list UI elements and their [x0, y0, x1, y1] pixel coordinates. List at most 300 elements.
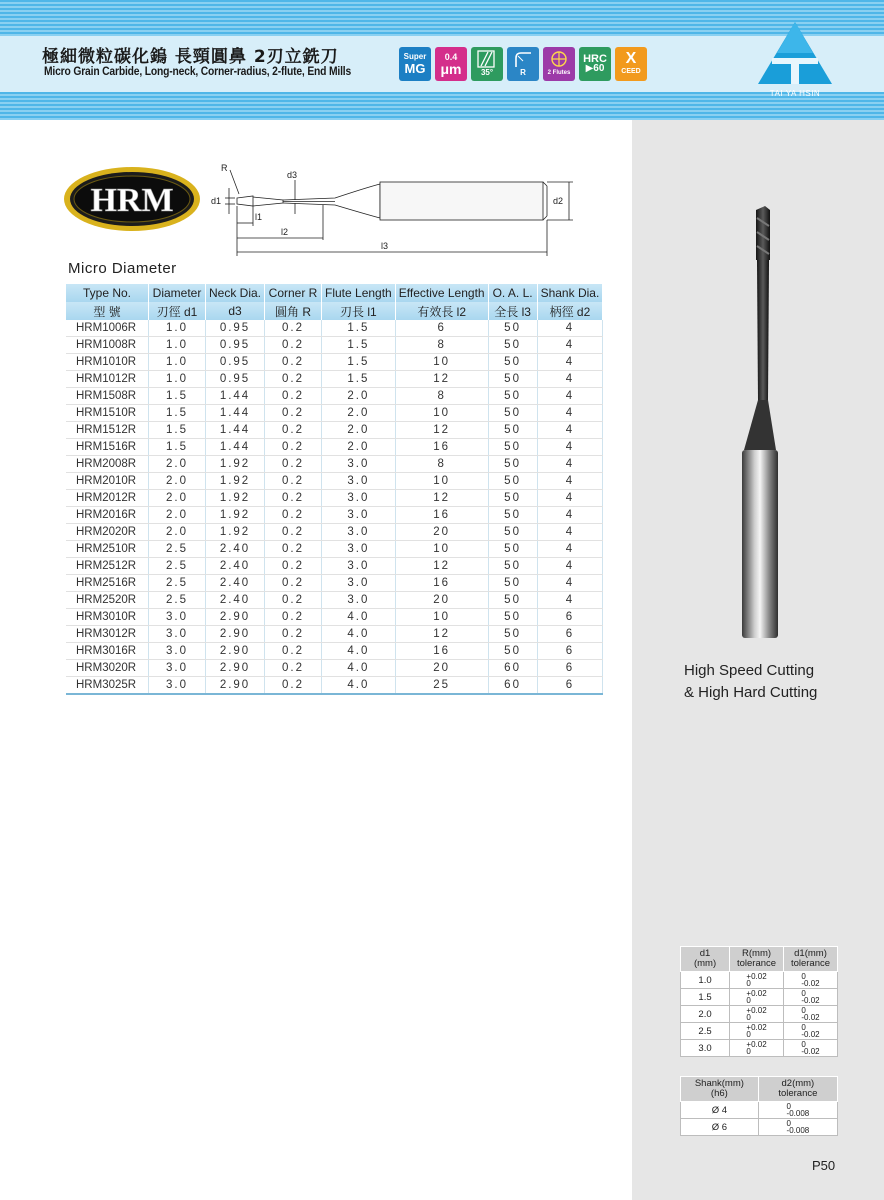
- badge-label-bottom: 2 Flutes: [547, 70, 571, 76]
- table-cell: HRM2012R: [66, 490, 149, 507]
- header-line: (h6): [710, 1088, 728, 1099]
- table-cell: 3.0: [149, 660, 206, 677]
- diagram-label-d2: d2: [553, 196, 564, 206]
- badge-label-bottom: R: [520, 68, 526, 77]
- table-cell: 50: [488, 337, 537, 354]
- header-type-no: Type No.: [66, 284, 149, 302]
- table-row: [66, 660, 603, 677]
- badge-label-top: Super: [403, 52, 427, 61]
- table-cell: 2.0: [149, 473, 206, 490]
- hrm-logo-text: HRM: [90, 182, 174, 219]
- spec-header-row-en: [66, 284, 603, 302]
- table-row: [66, 507, 603, 524]
- table-cell: HRM2010R: [66, 473, 149, 490]
- table-cell: 3.0: [322, 541, 396, 558]
- diagram-label-l2: l2: [281, 227, 289, 237]
- table-cell: 0.2: [265, 490, 322, 507]
- table-cell: 3.0: [149, 626, 206, 643]
- header-diameter: Diameter: [149, 284, 206, 302]
- header-line: R(mm): [742, 948, 772, 959]
- badge-label-bottom: MG: [404, 61, 426, 76]
- shank-value: Ø 4: [681, 1102, 759, 1119]
- header-line: tolerance: [778, 1088, 818, 1099]
- end-mill-photo: [736, 200, 796, 642]
- tolerance-row: [681, 1040, 838, 1057]
- table-cell: 50: [488, 473, 537, 490]
- table-cell: 3.0: [322, 558, 396, 575]
- table-cell: 0.95: [206, 337, 265, 354]
- upper-limit: 0: [786, 1102, 791, 1111]
- table-cell: 4.0: [322, 643, 396, 660]
- lower-limit: -0.02: [801, 996, 820, 1005]
- table-row: [66, 320, 603, 337]
- table-cell: HRM1012R: [66, 371, 149, 388]
- table-cell: 0.2: [265, 320, 322, 337]
- table-cell: 50: [488, 422, 537, 439]
- header-corner-r: Corner R: [265, 284, 322, 302]
- header-effective-length: Effective Length: [395, 284, 488, 302]
- hrc-60-badge: [579, 47, 611, 81]
- table-cell: 1.5: [322, 371, 396, 388]
- table-cell: 10: [395, 609, 488, 626]
- table-cell: 50: [488, 643, 537, 660]
- table-cell: 50: [488, 388, 537, 405]
- badge-label-top: HRC: [583, 53, 607, 65]
- badge-label-bottom: μm: [440, 60, 462, 77]
- helix-icon: [476, 50, 498, 68]
- table-cell: 0.2: [265, 354, 322, 371]
- table-cell: HRM2008R: [66, 456, 149, 473]
- grain-size-badge: [435, 47, 467, 81]
- table-cell: 12: [395, 626, 488, 643]
- lower-limit: -0.008: [786, 1109, 810, 1118]
- table-cell: 1.44: [206, 422, 265, 439]
- table-cell: 2.5: [149, 592, 206, 609]
- table-cell: 0.95: [206, 371, 265, 388]
- d1-tolerance-value: [784, 1006, 838, 1023]
- table-cell: 0.2: [265, 660, 322, 677]
- table-cell: 50: [488, 507, 537, 524]
- table-cell: 1.92: [206, 473, 265, 490]
- table-cell: 1.92: [206, 507, 265, 524]
- table-cell: 4: [537, 575, 603, 592]
- table-cell: 12: [395, 422, 488, 439]
- table-cell: HRM2516R: [66, 575, 149, 592]
- header-line: Shank(mm): [694, 1078, 744, 1089]
- table-cell: 4.0: [322, 609, 396, 626]
- tolerance-row: [681, 1023, 838, 1040]
- shank-value: Ø 6: [681, 1119, 759, 1136]
- tolerance-row: [681, 989, 838, 1006]
- table-cell: 2.40: [206, 558, 265, 575]
- table-cell: 50: [488, 575, 537, 592]
- d1-value: 1.0: [681, 972, 730, 989]
- badge-label-top: 0.4: [444, 51, 458, 62]
- table-row: [66, 371, 603, 388]
- d1-value: 2.0: [681, 1006, 730, 1023]
- table-cell: 6: [537, 660, 603, 677]
- table-cell: HRM3012R: [66, 626, 149, 643]
- badge-label-bottom: CEED: [621, 68, 641, 75]
- table-cell: 3.0: [322, 456, 396, 473]
- table-cell: 50: [488, 626, 537, 643]
- table-cell: 2.5: [149, 558, 206, 575]
- table-cell: 0.2: [265, 405, 322, 422]
- table-cell: 2.0: [149, 524, 206, 541]
- table-cell: HRM3016R: [66, 643, 149, 660]
- header-line: d1: [699, 948, 711, 959]
- header-d1-tolerance: [784, 947, 838, 972]
- table-cell: 1.0: [149, 371, 206, 388]
- table-cell: 4.0: [322, 626, 396, 643]
- table-cell: 0.2: [265, 558, 322, 575]
- table-row: [66, 422, 603, 439]
- table-row: [66, 677, 603, 695]
- company-name: TAI YA HSIN: [769, 89, 821, 98]
- table-cell: HRM2016R: [66, 507, 149, 524]
- table-cell: 2.40: [206, 541, 265, 558]
- table-cell: 50: [488, 371, 537, 388]
- table-row: [66, 575, 603, 592]
- table-cell: HRM1516R: [66, 439, 149, 456]
- tolerance-row: [681, 972, 838, 989]
- table-cell: HRM1010R: [66, 354, 149, 371]
- table-cell: 1.44: [206, 388, 265, 405]
- table-cell: 4.0: [322, 677, 396, 695]
- table-cell: 4: [537, 592, 603, 609]
- upper-limit: +0.02: [746, 1040, 767, 1049]
- table-cell: HRM3025R: [66, 677, 149, 695]
- table-cell: HRM1008R: [66, 337, 149, 354]
- table-cell: 8: [395, 388, 488, 405]
- table-cell: 50: [488, 320, 537, 337]
- super-mg-badge: [399, 47, 431, 81]
- table-cell: 4: [537, 354, 603, 371]
- table-cell: 12: [395, 558, 488, 575]
- table-cell: 20: [395, 592, 488, 609]
- tolerance-row: [681, 1119, 838, 1136]
- table-cell: 1.0: [149, 320, 206, 337]
- table-cell: 6: [537, 643, 603, 660]
- table-row: [66, 490, 603, 507]
- table-cell: 1.5: [322, 320, 396, 337]
- table-row: [66, 558, 603, 575]
- table-row: [66, 643, 603, 660]
- table-cell: 0.2: [265, 524, 322, 541]
- d1-value: 1.5: [681, 989, 730, 1006]
- table-cell: 1.5: [149, 388, 206, 405]
- table-cell: 10: [395, 541, 488, 558]
- header-flute-length-zh: 刃長 l1: [322, 302, 396, 320]
- table-cell: 16: [395, 575, 488, 592]
- diagram-label-d1: d1: [211, 196, 222, 206]
- lower-limit: 0: [746, 1047, 751, 1056]
- table-cell: HRM2520R: [66, 592, 149, 609]
- table-row: [66, 626, 603, 643]
- table-cell: 0.2: [265, 507, 322, 524]
- table-cell: 2.0: [322, 422, 396, 439]
- page-title-chinese: 極細微粒碳化鎢 長頸圓鼻 2刃立銑刀: [42, 47, 339, 67]
- d1-tolerance-value: [784, 1023, 838, 1040]
- lower-limit: 0: [746, 979, 751, 988]
- tolerance-row: [681, 1102, 838, 1119]
- diagram-label-l3: l3: [381, 241, 389, 251]
- page-title-english: Micro Grain Carbide, Long-neck, Corner-radius, 2-flute, End Mills: [44, 64, 352, 78]
- header-shank-h6: [681, 1077, 759, 1102]
- header-line: d2(mm): [781, 1078, 815, 1089]
- feature-badges: [399, 47, 647, 81]
- table-cell: 50: [488, 524, 537, 541]
- table-cell: 0.2: [265, 575, 322, 592]
- upper-limit: +0.02: [746, 989, 767, 998]
- table-cell: 4: [537, 439, 603, 456]
- table-cell: 1.5: [149, 422, 206, 439]
- table-cell: 2.90: [206, 643, 265, 660]
- table-cell: HRM2510R: [66, 541, 149, 558]
- table-cell: 20: [395, 660, 488, 677]
- d1-tolerance-value: [784, 972, 838, 989]
- table-cell: 4: [537, 456, 603, 473]
- table-cell: 0.2: [265, 626, 322, 643]
- table-row: [66, 456, 603, 473]
- table-cell: 2.5: [149, 575, 206, 592]
- table-cell: 0.95: [206, 320, 265, 337]
- table-cell: 50: [488, 592, 537, 609]
- lower-limit: 0: [746, 996, 751, 1005]
- table-cell: HRM2020R: [66, 524, 149, 541]
- table-cell: 3.0: [149, 677, 206, 695]
- table-cell: 2.90: [206, 609, 265, 626]
- table-cell: 12: [395, 490, 488, 507]
- table-cell: 3.0: [322, 507, 396, 524]
- table-cell: 50: [488, 609, 537, 626]
- table-cell: 16: [395, 439, 488, 456]
- header-r-tolerance: [730, 947, 784, 972]
- table-row: [66, 609, 603, 626]
- lower-limit: -0.02: [801, 979, 820, 988]
- page-number: P50: [812, 1158, 836, 1173]
- table-cell: 20: [395, 524, 488, 541]
- header-neck-dia-zh: d3: [206, 302, 265, 320]
- header-line: tolerance: [736, 958, 777, 969]
- r-tolerance-value: [730, 972, 784, 989]
- header-d1-mm: [681, 947, 730, 972]
- table-cell: 6: [537, 609, 603, 626]
- diagram-label-d3: d3: [287, 170, 298, 180]
- tolerance-row: [681, 1006, 838, 1023]
- upper-limit: 0: [801, 1006, 806, 1015]
- table-cell: 2.90: [206, 660, 265, 677]
- table-cell: 0.2: [265, 677, 322, 695]
- header-effective-length-zh: 有效長 l2: [395, 302, 488, 320]
- table-cell: HRM1510R: [66, 405, 149, 422]
- table-cell: 50: [488, 405, 537, 422]
- upper-limit: 0: [801, 989, 806, 998]
- upper-limit: +0.02: [746, 1023, 767, 1032]
- two-flutes-badge: [543, 47, 575, 81]
- table-cell: 3.0: [322, 592, 396, 609]
- table-cell: 1.5: [322, 337, 396, 354]
- table-cell: 16: [395, 643, 488, 660]
- table-cell: 0.95: [206, 354, 265, 371]
- d1-tolerance-table: [680, 946, 838, 1057]
- table-cell: 1.5: [149, 439, 206, 456]
- table-cell: HRM1512R: [66, 422, 149, 439]
- badge-label-top: X: [625, 50, 637, 67]
- table-cell: 4: [537, 541, 603, 558]
- header-shank-dia-zh: 柄徑 d2: [537, 302, 603, 320]
- table-row: [66, 405, 603, 422]
- table-cell: 4: [537, 524, 603, 541]
- table-cell: 2.0: [322, 439, 396, 456]
- table-cell: 2.40: [206, 592, 265, 609]
- table-row: [66, 541, 603, 558]
- upper-limit: 0: [786, 1119, 791, 1128]
- table-cell: 50: [488, 558, 537, 575]
- table-cell: 10: [395, 354, 488, 371]
- table-cell: 0.2: [265, 592, 322, 609]
- table-cell: 4.0: [322, 660, 396, 677]
- diagram-label-l1: l1: [255, 212, 263, 222]
- table-cell: 2.40: [206, 575, 265, 592]
- header-line: d1(mm): [794, 948, 827, 959]
- table-cell: 6: [537, 626, 603, 643]
- d1-tolerance-value: [784, 989, 838, 1006]
- header-line: tolerance: [790, 958, 831, 969]
- table-cell: 2.5: [149, 541, 206, 558]
- header-oal: O. A. L.: [488, 284, 537, 302]
- table-cell: 6: [537, 677, 603, 695]
- hrm-logo: [62, 165, 202, 233]
- header-type-no-zh: 型 號: [66, 302, 149, 320]
- table-cell: 0.2: [265, 456, 322, 473]
- upper-limit: +0.02: [746, 1006, 767, 1015]
- table-cell: 60: [488, 677, 537, 695]
- table-cell: 3.0: [149, 609, 206, 626]
- table-cell: 0.2: [265, 422, 322, 439]
- table-row: [66, 354, 603, 371]
- corner-radius-badge: [507, 47, 539, 81]
- table-row: [66, 592, 603, 609]
- header-diameter-zh: 刃徑 d1: [149, 302, 206, 320]
- r-tolerance-value: [730, 1040, 784, 1057]
- d2-tolerance-table: [680, 1076, 838, 1136]
- table-cell: HRM3010R: [66, 609, 149, 626]
- table-cell: 6: [395, 320, 488, 337]
- table-cell: 2.90: [206, 626, 265, 643]
- lower-limit: 0: [746, 1030, 751, 1039]
- table-cell: HRM2512R: [66, 558, 149, 575]
- table-cell: 8: [395, 337, 488, 354]
- upper-limit: 0: [801, 1023, 806, 1032]
- table-cell: 1.5: [149, 405, 206, 422]
- upper-limit: 0: [801, 972, 806, 981]
- table-cell: 3.0: [322, 524, 396, 541]
- tool-dimension-diagram: [195, 158, 595, 258]
- helix-angle-badge: [471, 47, 503, 81]
- table-cell: 0.2: [265, 541, 322, 558]
- spec-header-row-zh: [66, 302, 603, 320]
- table-cell: 2.0: [322, 388, 396, 405]
- table-cell: 4: [537, 405, 603, 422]
- feature-line-2: & High Hard Cutting: [684, 684, 818, 701]
- section-title: Micro Diameter: [68, 260, 177, 277]
- xceed-coating-badge: [615, 47, 647, 81]
- table-cell: 4: [537, 388, 603, 405]
- table-cell: 4: [537, 371, 603, 388]
- header-neck-dia: Neck Dia.: [206, 284, 265, 302]
- table-cell: 2.0: [149, 490, 206, 507]
- table-cell: 0.2: [265, 388, 322, 405]
- table-cell: 4: [537, 337, 603, 354]
- table-cell: 4: [537, 473, 603, 490]
- upper-limit: +0.02: [746, 972, 767, 981]
- table-cell: 1.92: [206, 524, 265, 541]
- feature-line-1: High Speed Cutting: [684, 662, 815, 679]
- r-tolerance-value: [730, 1023, 784, 1040]
- table-cell: 25: [395, 677, 488, 695]
- table-cell: 16: [395, 507, 488, 524]
- table-cell: 2.0: [149, 456, 206, 473]
- table-cell: 60: [488, 660, 537, 677]
- corner-radius-icon: [512, 50, 534, 68]
- table-cell: 1.44: [206, 405, 265, 422]
- table-row: [66, 388, 603, 405]
- table-cell: HRM1508R: [66, 388, 149, 405]
- d2-tolerance-value: [758, 1119, 837, 1136]
- table-cell: 1.44: [206, 439, 265, 456]
- table-row: [66, 439, 603, 456]
- table-row: [66, 524, 603, 541]
- table-cell: 4: [537, 422, 603, 439]
- table-cell: 4: [537, 507, 603, 524]
- table-cell: 50: [488, 490, 537, 507]
- header-oal-zh: 全長 l3: [488, 302, 537, 320]
- table-cell: 50: [488, 439, 537, 456]
- table-cell: 1.5: [322, 354, 396, 371]
- spec-table: [66, 284, 603, 695]
- lower-limit: -0.008: [786, 1126, 810, 1135]
- table-cell: 10: [395, 473, 488, 490]
- table-cell: HRM1006R: [66, 320, 149, 337]
- table-cell: 8: [395, 456, 488, 473]
- table-cell: 12: [395, 371, 488, 388]
- table-cell: 50: [488, 541, 537, 558]
- tolerance-header-row: [681, 947, 838, 972]
- feature-description: [684, 660, 817, 704]
- badge-label-bottom: 35°: [480, 68, 494, 77]
- r-tolerance-value: [730, 989, 784, 1006]
- badge-label-bottom: ▶60: [585, 63, 605, 74]
- lower-limit: -0.02: [801, 1030, 820, 1039]
- table-cell: 0.2: [265, 371, 322, 388]
- table-cell: 0.2: [265, 609, 322, 626]
- header-shank-dia: Shank Dia.: [537, 284, 603, 302]
- d2-tolerance-value: [758, 1102, 837, 1119]
- header-line: (mm): [693, 958, 717, 969]
- table-cell: 3.0: [322, 575, 396, 592]
- lower-limit: -0.02: [801, 1047, 820, 1056]
- company-logo-icon: [752, 18, 838, 90]
- table-cell: 4: [537, 490, 603, 507]
- table-cell: 2.0: [149, 507, 206, 524]
- table-cell: 3.0: [322, 490, 396, 507]
- table-cell: 1.0: [149, 337, 206, 354]
- table-cell: 1.0: [149, 354, 206, 371]
- tolerance-header-row: [681, 1077, 838, 1102]
- table-cell: 0.2: [265, 473, 322, 490]
- lower-limit: 0: [746, 1013, 751, 1022]
